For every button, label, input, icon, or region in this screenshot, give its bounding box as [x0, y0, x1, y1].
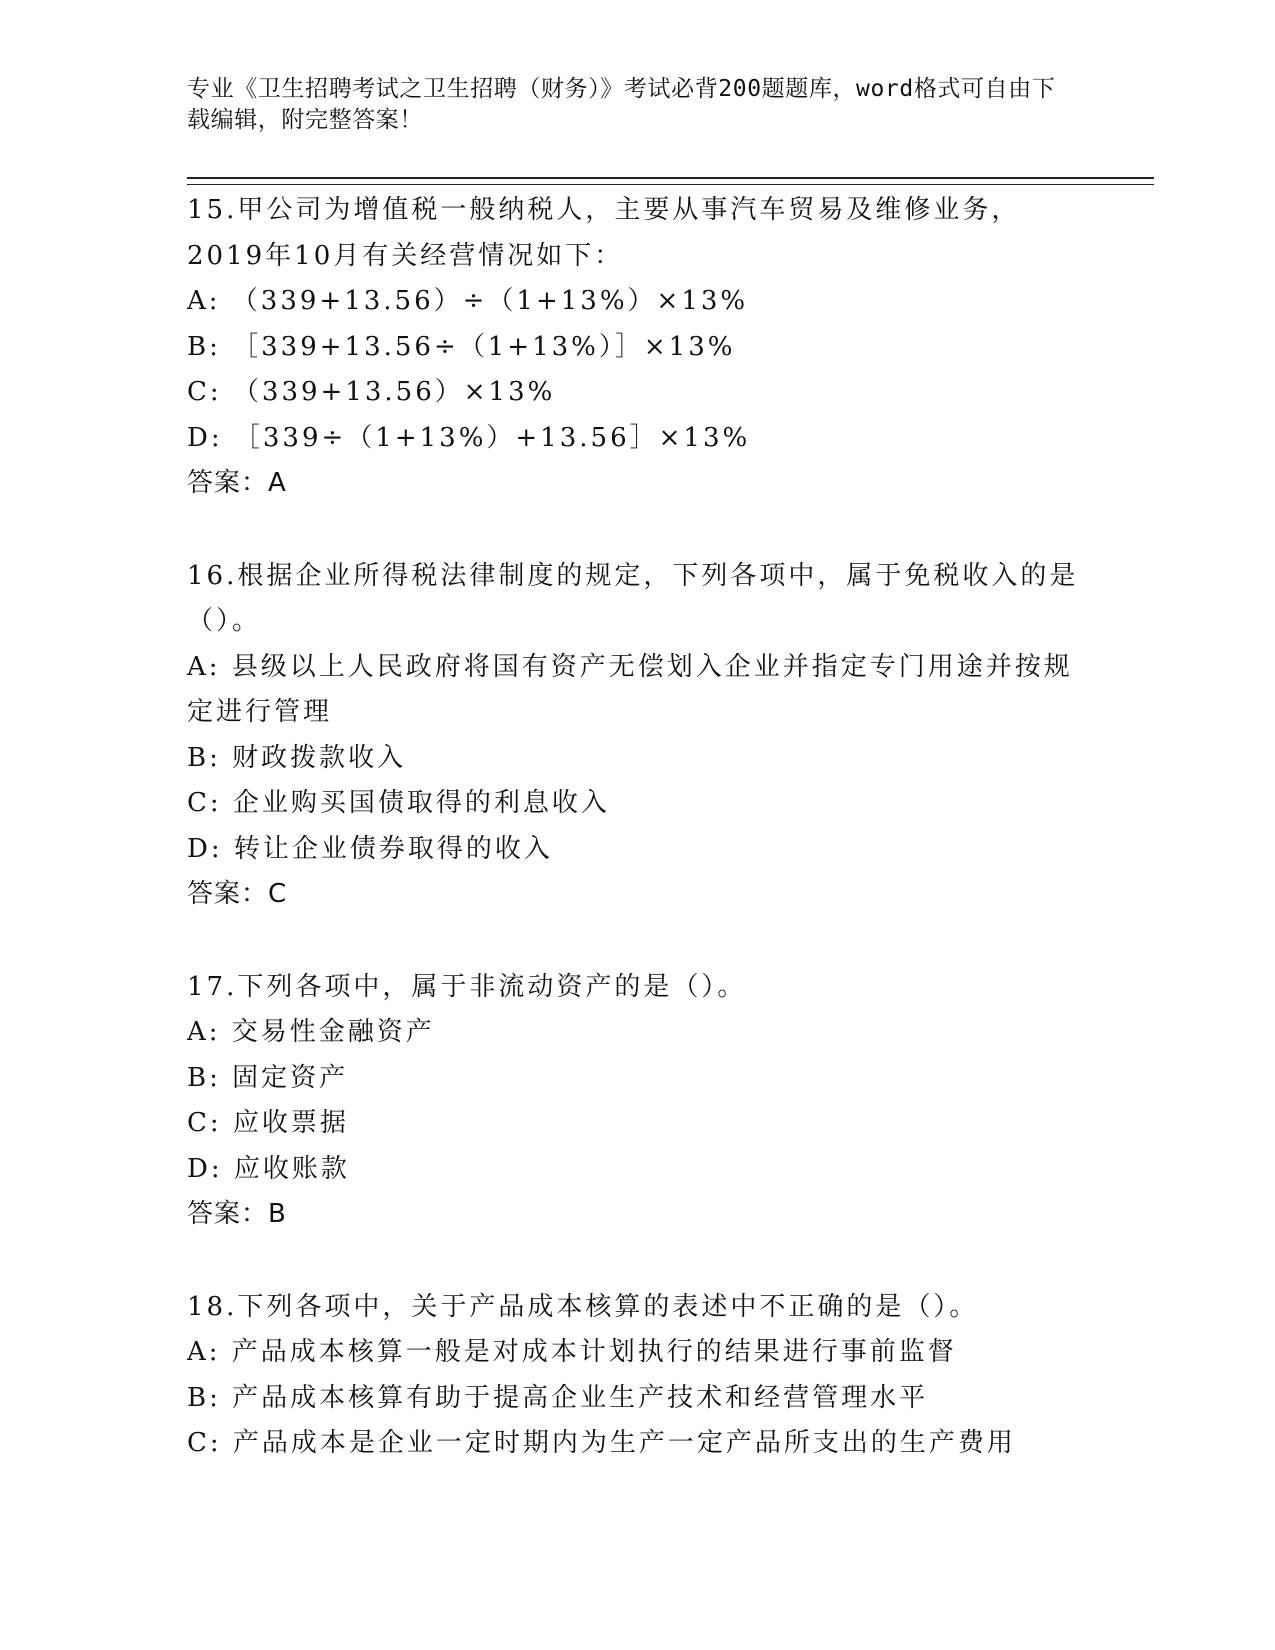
- document-header: 专业《卫生招聘考试之卫生招聘（财务）》考试必背200题题库，word格式可自由下载编辑，附完整答案！: [187, 76, 1056, 133]
- option-a: A: 产品成本核算一般是对成本计划执行的结果进行事前监督: [187, 1337, 957, 1367]
- option-b: B: 固定资产: [187, 1062, 349, 1093]
- question-18: [187, 1285, 1087, 1467]
- option-a: A: 县级以上人民政府将国有资产无偿划入企业并指定专门用途并按规定进行管理: [187, 651, 1073, 727]
- option-a: A: （339+13.56）÷（1+13%）×13%: [187, 286, 749, 316]
- question-stem: 18.下列各项中，关于产品成本核算的表述中不正确的是（）。: [187, 1291, 979, 1322]
- option-a: A: 交易性金融资产: [187, 1017, 435, 1047]
- option-b: B: 产品成本核算有助于提高企业生产技术和经营管理水平: [187, 1382, 929, 1413]
- option-c: C: 企业购买国债取得的利息收入: [187, 788, 610, 818]
- answer: 答案：C: [187, 879, 288, 909]
- option-d: D: ［339÷（1+13%）+13.56］×13%: [187, 422, 751, 453]
- answer: 答案：A: [187, 468, 287, 498]
- header-divider-thick: [187, 177, 1154, 179]
- question-17: [187, 965, 1087, 1238]
- question-stem: 16.根据企业所得税法律制度的规定，下列各项中，属于免税收入的是（）。: [187, 560, 1079, 636]
- header-divider-thin: [187, 184, 1154, 185]
- question-15: [187, 188, 1087, 507]
- option-c: C: 应收票据: [187, 1108, 349, 1138]
- option-c: C: 产品成本是企业一定时期内为生产一定产品所支出的生产费用: [187, 1428, 1016, 1458]
- option-c: C: （339+13.56）×13%: [187, 377, 556, 407]
- option-d: D: 应收账款: [187, 1153, 350, 1184]
- answer: 答案：B: [187, 1199, 287, 1229]
- question-16: [187, 554, 1087, 918]
- question-stem: 15.甲公司为增值税一般纳税人，主要从事汽车贸易及维修业务，2019年10月有关经营情况如下：: [187, 195, 1021, 271]
- question-stem: 17.下列各项中，属于非流动资产的是（）。: [187, 971, 747, 1002]
- option-b: B: 财政拨款收入: [187, 742, 407, 773]
- question-list: [187, 188, 1087, 1514]
- option-d: D: 转让企业债券取得的收入: [187, 833, 553, 864]
- option-b: B: ［339+13.56÷（1+13%）］×13%: [187, 331, 736, 362]
